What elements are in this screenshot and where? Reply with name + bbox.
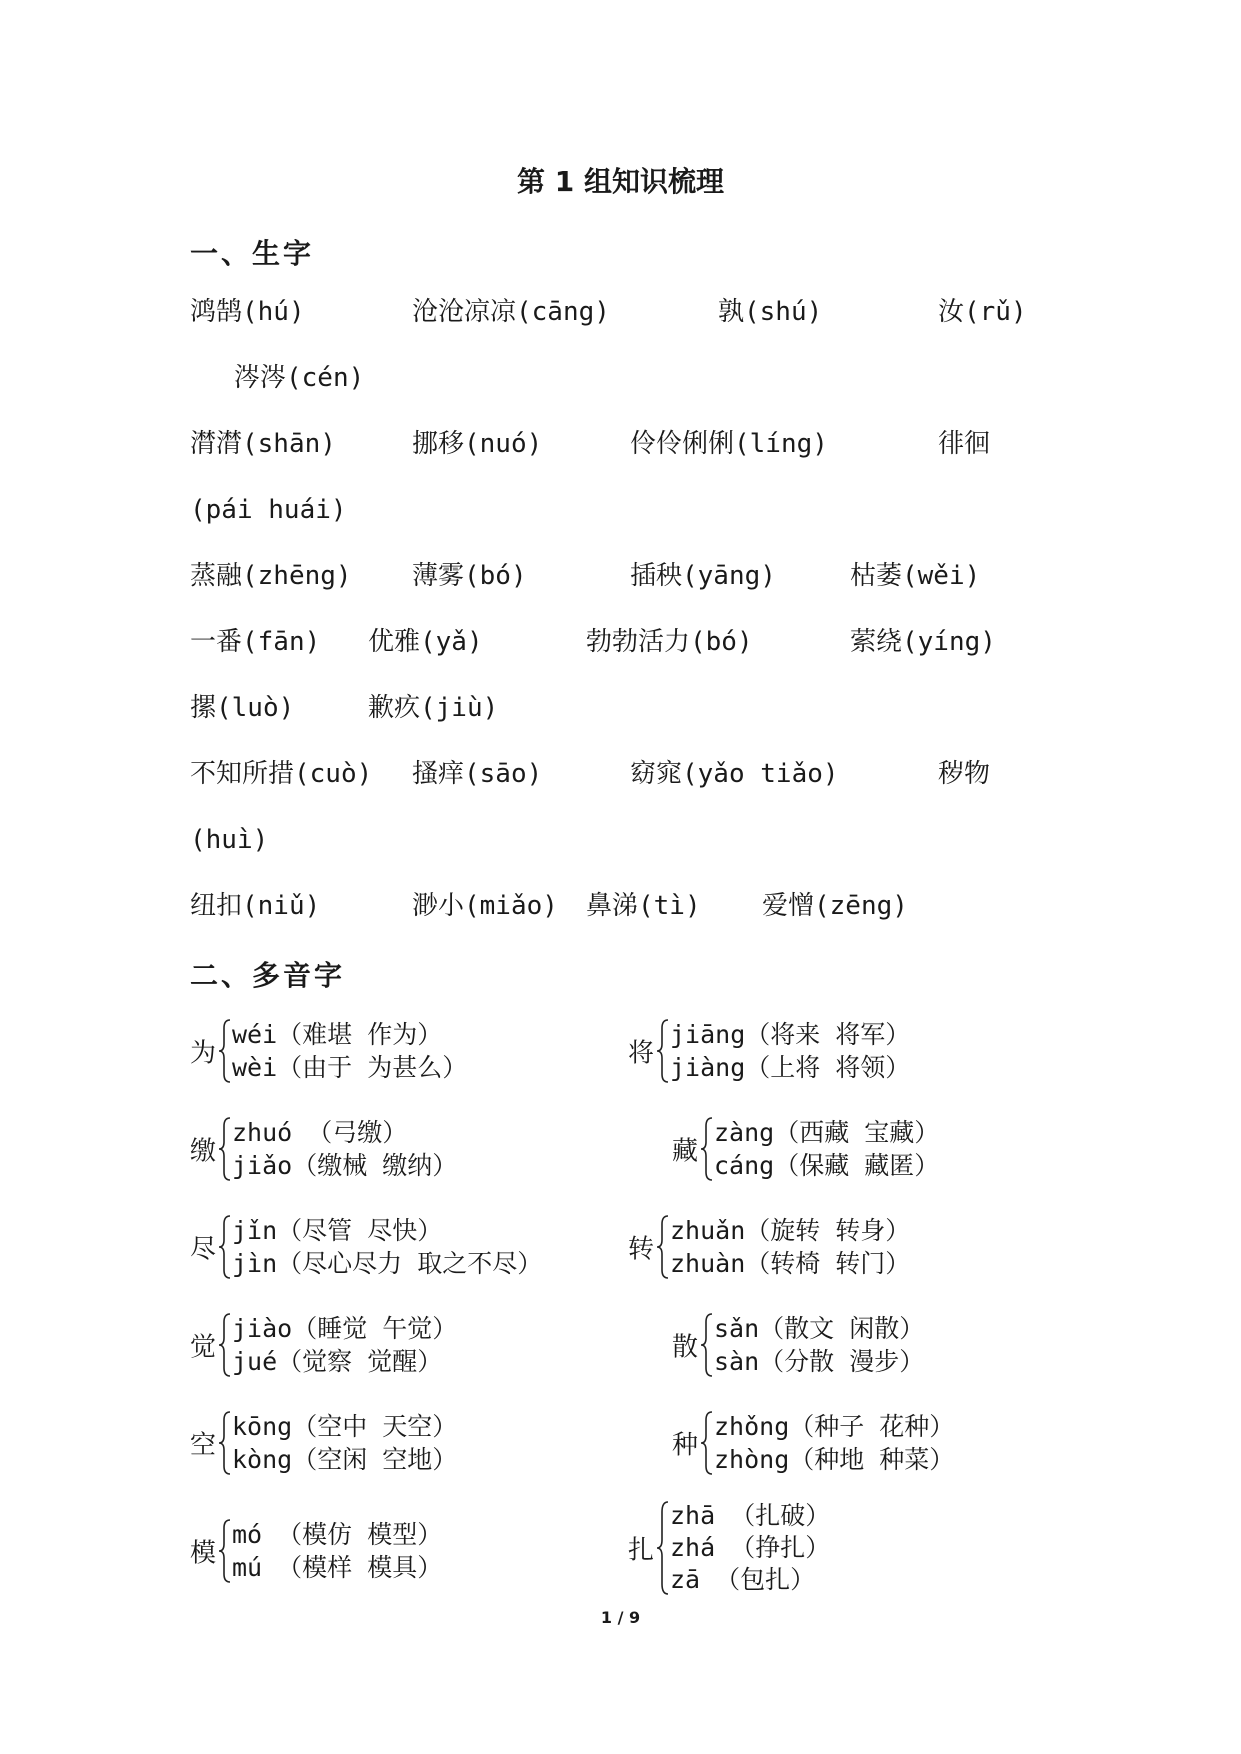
vocab-item: 潸潸(shān) (190, 429, 336, 459)
poly-char: 缴 (190, 1136, 217, 1167)
poly-char: 觉 (190, 1332, 217, 1363)
brace-icon (218, 1018, 232, 1084)
poly-reading: zā （包扎） (670, 1565, 816, 1594)
poly-reading: kōng（空中 天空） (232, 1412, 458, 1441)
poly-reading: zhǒng（种子 花种） (714, 1412, 955, 1441)
poly-reading: zhuàn（转椅 转门） (670, 1249, 911, 1278)
brace-icon (656, 1018, 670, 1084)
poly-reading: jìn（尽心尽力 取之不尽） (232, 1249, 543, 1278)
poly-reading: jiào（睡觉 午觉） (232, 1314, 458, 1343)
section-heading-polyphonic: 二、多音字 (190, 959, 346, 992)
poly-reading: zhá （挣扎） (670, 1533, 831, 1562)
poly-reading: sǎn（散文 闲散） (714, 1314, 925, 1343)
brace-icon (218, 1214, 232, 1280)
vocab-item: (huì) (190, 825, 269, 855)
vocab-item: 窈窕(yǎo tiǎo) (630, 759, 839, 789)
vocab-item: 萦绕(yíng) (850, 627, 996, 657)
brace-icon (700, 1116, 714, 1182)
brace-icon (656, 1214, 670, 1280)
brace-icon (218, 1518, 232, 1584)
brace-icon (218, 1116, 232, 1182)
vocab-item: 枯萎(wěi) (850, 561, 981, 591)
vocab-item: 蒸融(zhēng) (190, 561, 352, 591)
poly-char: 种 (672, 1430, 699, 1461)
poly-reading: jiāng（将来 将军） (670, 1020, 911, 1049)
poly-char: 为 (190, 1038, 217, 1069)
poly-reading: jǐn（尽管 尽快） (232, 1216, 443, 1245)
brace-icon (218, 1312, 232, 1378)
vocab-item: 汝(rǔ) (938, 297, 1027, 327)
vocab-item: 徘徊 (938, 429, 991, 459)
poly-char: 扎 (628, 1535, 655, 1566)
vocab-item: 孰(shú) (718, 297, 823, 327)
vocab-item: 渺小(miǎo) (412, 891, 558, 921)
poly-char: 藏 (672, 1136, 699, 1167)
vocab-item: 秽物 (938, 759, 991, 789)
vocab-item: 不知所措(cuò) (190, 759, 373, 789)
poly-char: 转 (628, 1234, 655, 1265)
vocab-item: 一番(fān) (190, 627, 321, 657)
vocab-item: 优雅(yǎ) (368, 627, 483, 657)
vocab-item: (pái huái) (190, 495, 347, 525)
poly-reading: wèi（由于 为甚么） (232, 1053, 468, 1082)
vocab-item: 插秧(yāng) (630, 561, 776, 591)
vocab-item: 纽扣(niǔ) (190, 891, 321, 921)
vocab-item: 勃勃活力(bó) (586, 627, 753, 657)
vocab-item: 伶伶俐俐(líng) (630, 429, 828, 459)
poly-char: 空 (190, 1430, 217, 1461)
brace-icon (700, 1312, 714, 1378)
vocab-item: 搔痒(sāo) (412, 759, 543, 789)
poly-reading: wéi（难堪 作为） (232, 1020, 443, 1049)
vocab-item: 摞(luò) (190, 693, 295, 723)
poly-reading: jiǎo（缴械 缴纳） (232, 1151, 458, 1180)
poly-reading: zhuǎn（旋转 转身） (670, 1216, 911, 1245)
page-title: 第 1 组知识梳理 (517, 165, 724, 198)
vocab-item: 歉疚(jiù) (368, 693, 499, 723)
poly-reading: mú （模样 模具） (232, 1553, 443, 1582)
vocab-item: 涔涔(cén) (234, 363, 365, 393)
poly-reading: sàn（分散 漫步） (714, 1347, 925, 1376)
vocab-item: 挪移(nuó) (412, 429, 543, 459)
brace-icon (218, 1410, 232, 1476)
poly-char: 模 (190, 1538, 217, 1569)
poly-reading: jiàng（上将 将领） (670, 1053, 911, 1082)
poly-reading: cáng（保藏 藏匿） (714, 1151, 940, 1180)
poly-char: 将 (628, 1038, 655, 1069)
poly-char: 散 (672, 1332, 699, 1363)
poly-reading: zhòng（种地 种菜） (714, 1445, 955, 1474)
vocab-item: 沧沧凉凉(cāng) (412, 297, 610, 327)
poly-reading: jué（觉察 觉醒） (232, 1347, 443, 1376)
poly-reading: zhuó （弓缴） (232, 1118, 408, 1147)
brace-icon (700, 1410, 714, 1476)
poly-char: 尽 (190, 1234, 217, 1265)
vocab-item: 薄雾(bó) (412, 561, 527, 591)
page-number: 1 / 9 (600, 1608, 641, 1627)
poly-reading: zhā （扎破） (670, 1501, 831, 1530)
poly-reading: mó （模仿 模型） (232, 1520, 443, 1549)
brace-icon (656, 1500, 670, 1596)
poly-reading: kòng（空闲 空地） (232, 1445, 458, 1474)
vocab-item: 爱憎(zēng) (762, 891, 908, 921)
section-heading-new-characters: 一、生字 (190, 237, 315, 270)
poly-reading: zàng（西藏 宝藏） (714, 1118, 940, 1147)
vocab-item: 鸿鹄(hú) (190, 297, 305, 327)
vocab-item: 鼻涕(tì) (586, 891, 701, 921)
